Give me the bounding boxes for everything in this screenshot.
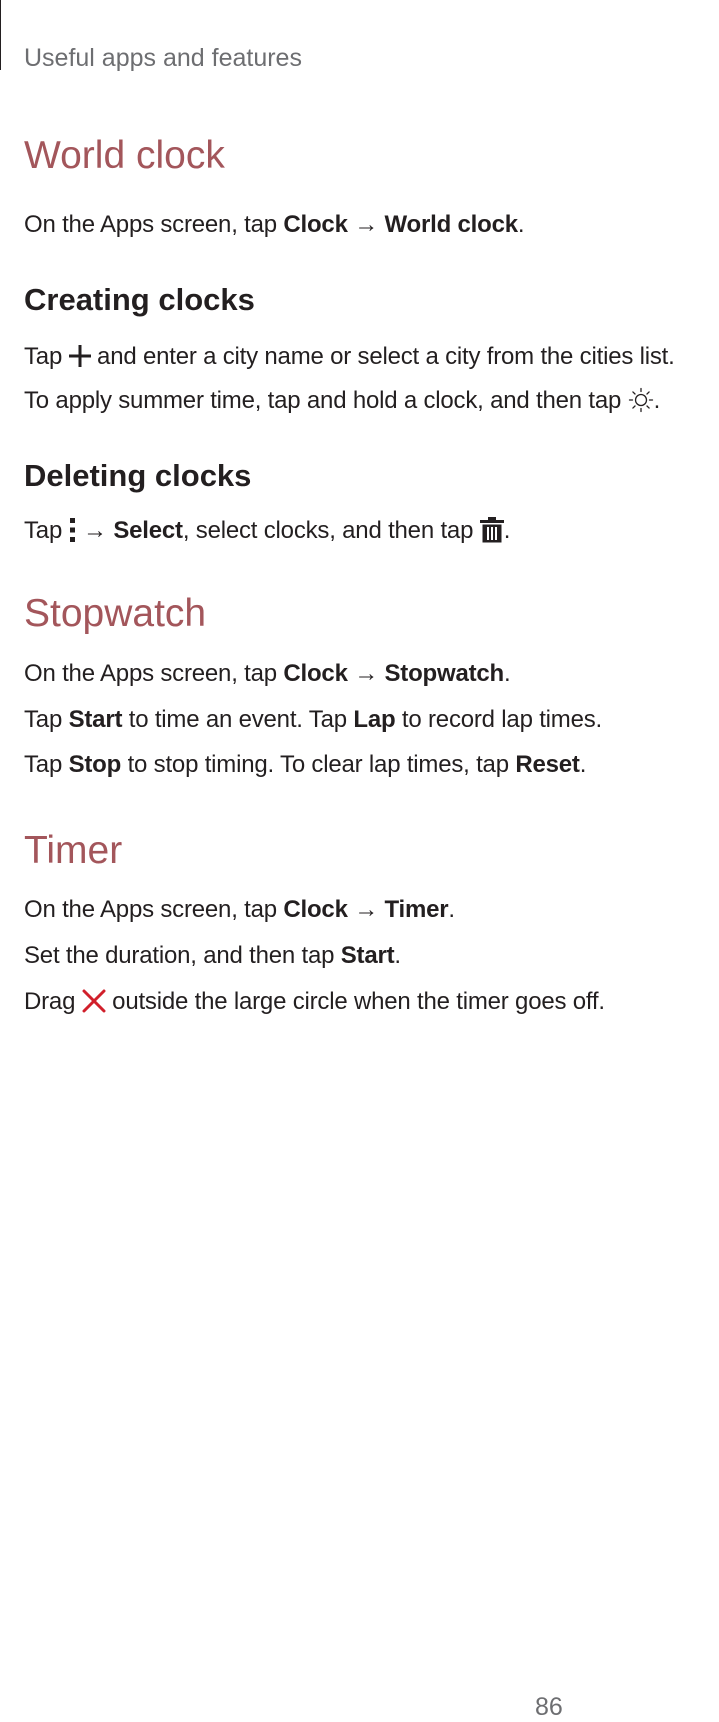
text: On the Apps screen, tap [24, 896, 284, 923]
timer-label: Timer [384, 896, 449, 923]
more-options-icon [69, 517, 77, 543]
arrow: → [347, 660, 385, 687]
arrow: → [347, 896, 385, 923]
text: Tap [24, 706, 69, 733]
text: . [394, 942, 401, 969]
clock-label: Clock [283, 211, 348, 238]
timer-heading: Timer [24, 829, 123, 872]
text: and enter a city name or select a city from the cities list. [90, 343, 675, 370]
start-label: Start [68, 706, 123, 733]
arrow: → [347, 211, 385, 238]
stopwatch-label: Stopwatch [384, 660, 505, 687]
text: . [653, 387, 661, 414]
sun-icon [628, 387, 654, 413]
select-label: Select [113, 517, 183, 544]
text: Tap [24, 751, 69, 778]
stopwatch-intro [24, 660, 511, 688]
text: On the Apps screen, tap [24, 660, 284, 687]
text: to record lap times. [395, 706, 603, 733]
creating-clocks-step-1 [24, 343, 675, 371]
text: Tap [24, 517, 69, 544]
running-header: Useful apps and features [24, 44, 302, 72]
deleting-clocks-step [24, 517, 510, 545]
text: . [504, 660, 511, 687]
stopwatch-stop-reset [24, 751, 586, 779]
stopwatch-start-lap [24, 706, 602, 734]
stopwatch-heading: Stopwatch [24, 592, 207, 635]
creating-clocks-heading: Creating clocks [24, 282, 255, 317]
page-number: 86 [535, 1693, 563, 1721]
dismiss-x-icon [82, 989, 106, 1013]
text: Tap [24, 343, 69, 370]
clock-label: Clock [283, 896, 348, 923]
text: On the Apps screen, tap [24, 211, 284, 238]
timer-intro [24, 896, 455, 924]
reset-label: Reset [515, 751, 580, 778]
text: . [517, 211, 525, 238]
text: outside the large circle when the timer goes off. [105, 988, 605, 1015]
text: to stop timing. To clear lap times, tap [121, 751, 516, 778]
text: to time an event. Tap [122, 706, 354, 733]
timer-drag-dismiss [24, 988, 605, 1016]
timer-set-duration [24, 942, 401, 970]
text: . [579, 751, 587, 778]
arrow: → [76, 517, 114, 544]
world-clock-intro [24, 211, 524, 239]
trash-icon [480, 517, 504, 543]
text: To apply summer time, tap and hold a clock, and then tap [24, 387, 628, 414]
world-clock-label: World clock [384, 211, 518, 238]
text: Set the duration, and then tap [24, 942, 341, 969]
plus-icon [69, 345, 91, 367]
header-divider [0, 0, 1, 70]
start-label: Start [340, 942, 395, 969]
text: . [503, 517, 511, 544]
text: . [448, 896, 455, 923]
deleting-clocks-heading: Deleting clocks [24, 458, 252, 493]
text: , select clocks, and then tap [182, 517, 480, 544]
clock-label: Clock [283, 660, 348, 687]
stop-label: Stop [68, 751, 122, 778]
lap-label: Lap [353, 706, 396, 733]
creating-clocks-step-2 [24, 387, 660, 415]
text: Drag [24, 988, 82, 1015]
world-clock-heading: World clock [24, 134, 225, 177]
